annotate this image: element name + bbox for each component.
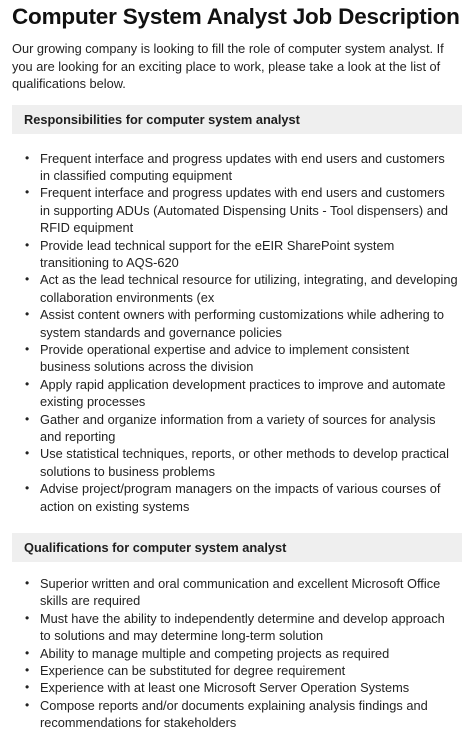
list-item bbox=[12, 237, 462, 272]
section-spacer bbox=[12, 515, 462, 533]
list-item-text: Experience with at least one Microsoft Server Operation Systems bbox=[40, 680, 410, 696]
bullet-icon: • bbox=[25, 272, 30, 287]
responsibilities-heading: Responsibilities for computer system analyst bbox=[12, 105, 462, 134]
list-item-text: Ability to manage multiple and competing projects as required bbox=[40, 645, 390, 661]
bullet-icon: • bbox=[25, 237, 30, 252]
list-item-text: Compose reports and/or documents explaining analysis findings and recommendations for stakeholders bbox=[40, 697, 428, 731]
bullet-icon: • bbox=[25, 411, 30, 426]
list-item-text: Provide operational expertise and advice to implement consistent business solutions across the division bbox=[40, 341, 410, 375]
list-item bbox=[12, 306, 462, 341]
bullet-icon: • bbox=[25, 697, 30, 712]
list-item bbox=[12, 184, 462, 236]
qualifications-list bbox=[12, 575, 462, 732]
list-item bbox=[12, 411, 462, 446]
intro-paragraph: Our growing company is looking to fill the role of computer system analyst. If you are looking for an exciting place to work, please take a look at the list of qualifications below. bbox=[12, 41, 444, 91]
list-item bbox=[12, 480, 462, 515]
list-item-text: Use statistical techniques, reports, or other methods to develop practical solutions to business problems bbox=[40, 446, 449, 479]
bullet-icon: • bbox=[25, 341, 30, 356]
list-item-text: Must have the ability to independently determine and develop approach to solutions and may determine long-term solution bbox=[40, 610, 445, 644]
bullet-icon: • bbox=[25, 307, 30, 322]
list-item bbox=[12, 341, 462, 376]
list-item-text: Experience can be substituted for degree requirement bbox=[40, 663, 346, 679]
list-item bbox=[12, 150, 462, 185]
list-item bbox=[12, 575, 462, 610]
list-item-text: Superior written and oral communication and excellent Microsoft Office skills are required bbox=[40, 576, 441, 609]
list-item bbox=[12, 697, 462, 732]
page-title: Computer System Analyst Job Description bbox=[12, 4, 460, 29]
list-item-text: Assist content owners with performing customizations while adhering to system standards and governance policies bbox=[40, 307, 445, 340]
bullet-icon: • bbox=[25, 663, 30, 678]
list-item bbox=[12, 610, 462, 645]
qualifications-heading: Qualifications for computer system analyst bbox=[12, 533, 462, 562]
list-item-text: Advise project/program managers on the impacts of various courses of action on existing systems bbox=[40, 481, 441, 514]
list-item-text: Provide lead technical support for the eEIR SharePoint system transitioning to AQS-620 bbox=[40, 237, 395, 270]
list-item bbox=[12, 679, 462, 696]
list-item bbox=[12, 445, 462, 480]
list-item bbox=[12, 271, 462, 306]
bullet-icon: • bbox=[25, 610, 30, 625]
bullet-icon: • bbox=[25, 150, 30, 165]
bullet-icon: • bbox=[25, 185, 30, 200]
list-item bbox=[12, 376, 462, 411]
bullet-icon: • bbox=[25, 446, 30, 461]
list-item bbox=[12, 662, 462, 679]
list-item-text: Apply rapid application development practices to improve and automate existing processes bbox=[40, 376, 446, 410]
list-item-text: Gather and organize information from a variety of sources for analysis and reporting bbox=[40, 411, 436, 444]
bullet-icon: • bbox=[25, 376, 30, 391]
list-item-text: Frequent interface and progress updates with end users and customers in classified computing equipment bbox=[40, 150, 445, 183]
bullet-icon: • bbox=[25, 576, 30, 591]
list-item-text: Act as the lead technical resource for utilizing, integrating, and developing collaboration environments (ex bbox=[40, 272, 458, 305]
bullet-icon: • bbox=[25, 645, 30, 660]
list-item bbox=[12, 645, 462, 662]
responsibilities-list bbox=[12, 150, 462, 516]
list-item-text: Frequent interface and progress updates with end users and customers in supporting ADUs (Automated Dispensing Units - Tool dispensers) and RFID equipment bbox=[40, 185, 449, 236]
bullet-icon: • bbox=[25, 481, 30, 496]
bullet-icon: • bbox=[25, 680, 30, 695]
